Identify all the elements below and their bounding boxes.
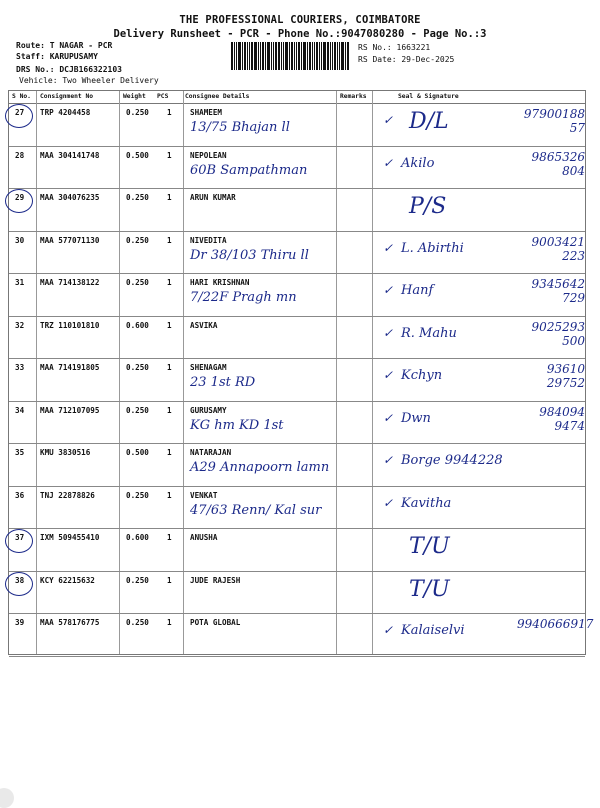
weight-value: 0.500 (126, 448, 149, 457)
serial-number: 27 (15, 108, 25, 117)
serial-number: 30 (15, 235, 25, 245)
signature: Borge 9944228 (401, 453, 503, 468)
route-label: Route: T NAGAR - PCR (16, 41, 113, 50)
col-consignment: Consignment No (40, 93, 94, 100)
rs-number: RS No.: 1663221 (358, 43, 431, 52)
table-row (9, 231, 585, 275)
consignment-number: TRP 4204458 (40, 108, 91, 117)
consignee-name: ARUN KUMAR (190, 193, 236, 202)
table-row (9, 358, 585, 402)
serial-number: 28 (15, 150, 25, 160)
consignment-number: MAA 304076235 (40, 193, 100, 202)
tick-mark: ✓ (383, 240, 394, 255)
signature: T/U (409, 534, 450, 559)
drs-label: DRS No.: DCJB166322103 (16, 65, 122, 74)
signature: Kchyn (401, 368, 443, 383)
pieces-count: 1 (167, 193, 172, 202)
weight-value: 0.250 (126, 193, 149, 202)
handwritten-phone: 9345642 729 (531, 277, 585, 305)
col-pcs: PCS (157, 93, 169, 100)
table-row (9, 571, 585, 615)
handwritten-phone: 984094 9474 (539, 404, 585, 433)
consignee-name: NEPOLEAN (190, 150, 227, 160)
handwritten-phone: 9940666917 (517, 617, 594, 631)
consignment-number: IXM 509455410 (40, 533, 100, 542)
consignment-number: MAA 714191805 (40, 363, 100, 372)
consignment-number: TNJ 22878826 (40, 490, 95, 500)
handwritten-address: 60B Sampathman (190, 162, 308, 178)
handwritten-phone: 97900188 57 (523, 107, 585, 135)
consignment-number: KCY 62215632 (40, 575, 95, 585)
tick-mark: ✓ (383, 453, 394, 467)
table-row (9, 316, 585, 360)
table-row (9, 146, 585, 190)
signature: T/U (409, 576, 450, 602)
pieces-count: 1 (167, 108, 172, 117)
tick-mark: ✓ (383, 410, 394, 425)
rs-date: RS Date: 29-Dec-2025 (358, 55, 455, 64)
tick-mark: ✓ (383, 495, 394, 510)
handwritten-address: A29 Annapoorn lamn (190, 460, 330, 475)
tick-mark: ✓ (383, 368, 394, 382)
serial-number: 35 (15, 448, 25, 457)
serial-number: 33 (15, 363, 25, 372)
signature: Kalaiselvi (401, 623, 465, 638)
pieces-count: 1 (167, 575, 172, 585)
serial-circle-mark (5, 189, 33, 213)
signature: P/S (409, 194, 447, 219)
serial-circle-mark (5, 572, 33, 596)
weight-value: 0.250 (126, 490, 149, 500)
consignee-name: VENKAT (190, 490, 218, 500)
serial-number: 31 (15, 278, 25, 287)
pieces-count: 1 (167, 150, 172, 160)
pieces-count: 1 (167, 235, 172, 245)
signature: Hanf (401, 283, 434, 298)
signature: Dwn (401, 410, 431, 426)
punch-hole (0, 788, 14, 808)
consignment-number: MAA 714138122 (40, 278, 100, 287)
consignment-number: MAA 578176775 (40, 618, 100, 627)
table-row (9, 188, 585, 232)
table-row (9, 613, 594, 657)
consignment-number: MAA 712107095 (40, 405, 100, 415)
barcode (231, 42, 354, 70)
pieces-count: 1 (167, 448, 172, 457)
signature: Akilo (401, 155, 435, 171)
pieces-count: 1 (167, 363, 172, 372)
consignee-name: ASVIKA (190, 320, 218, 330)
pieces-count: 1 (167, 278, 172, 287)
col-consignee: Consignee Details (185, 93, 250, 100)
col-weight: Weight (123, 93, 146, 100)
col-signature: Seal & Signature (398, 93, 459, 100)
consignee-name: ANUSHA (190, 533, 218, 542)
consignee-name: NIVEDITA (190, 235, 227, 245)
tick-mark: ✓ (383, 113, 394, 127)
serial-number: 32 (15, 320, 25, 330)
handwritten-address: 7/22F Pragh mn (190, 290, 297, 305)
weight-value: 0.600 (126, 320, 149, 330)
table-row (9, 103, 585, 147)
weight-value: 0.250 (126, 363, 149, 372)
consignee-name: JUDE RAJESH (190, 575, 241, 585)
consignee-name: NATARAJAN (190, 448, 232, 457)
signature: R. Mahu (401, 325, 457, 341)
pieces-count: 1 (167, 533, 172, 542)
tick-mark: ✓ (383, 155, 394, 170)
handwritten-phone: 93610 29752 (546, 362, 585, 390)
serial-number: 38 (15, 575, 25, 585)
table-row (9, 443, 585, 487)
weight-value: 0.250 (126, 618, 149, 627)
consignee-name: GURUSAMY (190, 405, 227, 415)
handwritten-phone: 9865326 804 (531, 149, 585, 178)
serial-number: 39 (15, 618, 25, 627)
weight-value: 0.250 (126, 278, 149, 287)
serial-number: 34 (15, 405, 25, 415)
table-row (9, 401, 585, 445)
staff-label: Staff: KARUPUSAMY (16, 52, 98, 61)
signature: L. Abirthi (401, 240, 464, 256)
tick-mark: ✓ (383, 325, 394, 340)
handwritten-address: 13/75 Bhajan ll (190, 120, 290, 135)
runsheet-table (8, 90, 594, 655)
col-remarks: Remarks (340, 93, 367, 100)
tick-mark: ✓ (383, 283, 394, 297)
signature: D/L (409, 109, 449, 134)
runsheet-title: THE PROFESSIONAL COURIERS, COIMBATORE (179, 14, 421, 26)
serial-number: 29 (15, 193, 25, 202)
handwritten-phone: 9003421 223 (531, 234, 585, 263)
pieces-count: 1 (167, 618, 172, 627)
weight-value: 0.600 (126, 533, 149, 542)
consignment-number: MAA 304141748 (40, 150, 100, 160)
handwritten-address: 47/63 Renn/ Kal sur (190, 502, 322, 518)
pieces-count: 1 (167, 405, 172, 415)
weight-value: 0.250 (126, 108, 149, 117)
col-sno: S No. (12, 93, 31, 100)
pieces-count: 1 (167, 320, 172, 330)
consignment-number: KMU 3830516 (40, 448, 91, 457)
handwritten-address: KG hm KD 1st (190, 417, 284, 433)
consignment-number: TRZ 110101810 (40, 320, 100, 330)
table-row (9, 486, 585, 530)
serial-circle-mark (5, 104, 33, 128)
weight-value: 0.250 (126, 405, 149, 415)
serial-number: 37 (15, 533, 25, 542)
handwritten-phone: 9025293 500 (531, 319, 585, 348)
weight-value: 0.250 (126, 235, 149, 245)
serial-circle-mark (5, 529, 33, 553)
signature: Kavitha (401, 495, 452, 511)
weight-value: 0.500 (126, 150, 149, 160)
consignee-name: POTA GLOBAL (190, 618, 241, 627)
consignee-name: SHENAGAM (190, 363, 227, 372)
table-row (9, 273, 585, 317)
handwritten-address: 23 1st RD (190, 375, 256, 390)
runsheet-subtitle: Delivery Runsheet - PCR - Phone No.:9047080280 - Page No.:3 (113, 28, 487, 40)
vehicle-label: Vehicle: Two Wheeler Delivery (19, 76, 159, 85)
handwritten-address: Dr 38/103 Thiru ll (190, 247, 309, 263)
weight-value: 0.250 (126, 575, 149, 585)
consignee-name: HARI KRISHNAN (190, 278, 250, 287)
tick-mark: ✓ (383, 623, 394, 637)
serial-number: 36 (15, 490, 25, 500)
pieces-count: 1 (167, 490, 172, 500)
consignee-name: SHAMEEM (190, 108, 223, 117)
consignment-number: MAA 577071130 (40, 235, 100, 245)
table-row (9, 528, 585, 572)
